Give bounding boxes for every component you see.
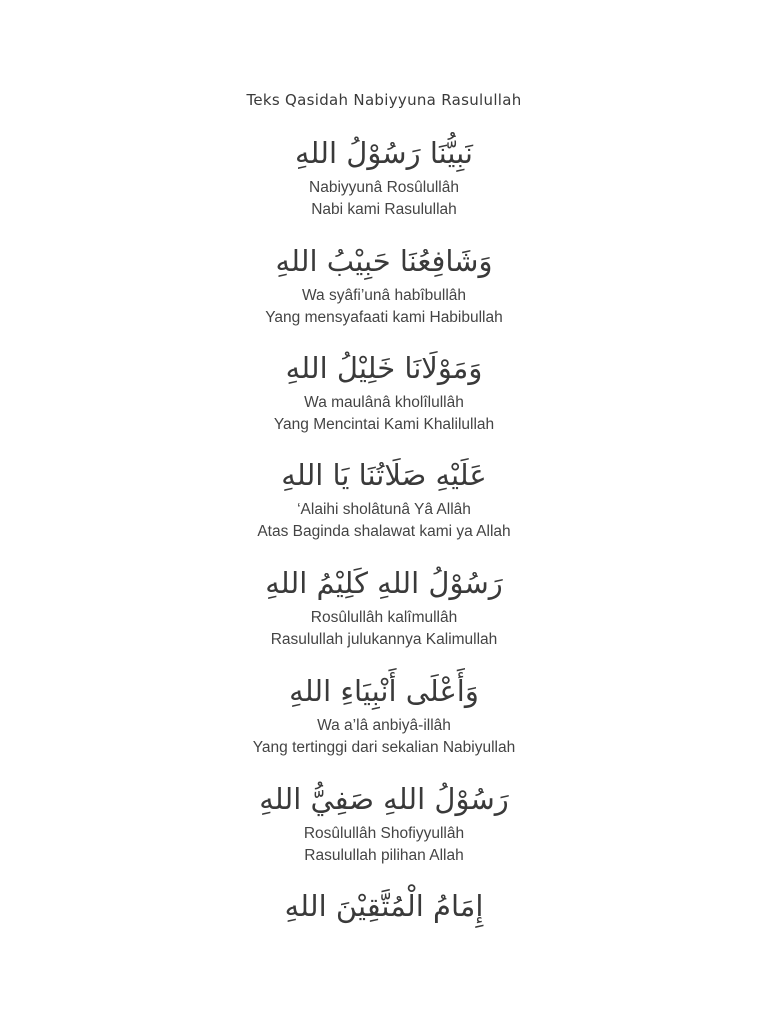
translation: Atas Baginda shalawat kami ya Allah — [257, 523, 511, 540]
transliteration: Wa maulânâ kholîlullâh — [304, 394, 464, 411]
transliteration: Rosûlullâh kalîmullâh — [310, 609, 458, 626]
stanza-7 — [0, 779, 768, 867]
translation: Nabi kami Rasulullah — [311, 201, 457, 218]
translation: Yang Mencintai Kami Khalilullah — [273, 416, 495, 433]
arabic-verse: رَسُوْلُ اللهِ كَلِيْمُ اللهِ — [265, 566, 503, 600]
arabic-verse: عَلَيْهِ صَلَاتُنَا يَا اللهِ — [281, 458, 487, 492]
document-title: Teks Qasidah Nabiyyuna Rasulullah — [246, 91, 522, 109]
arabic-verse: إِمَامُ الْمُتَّقِيْنَ اللهِ — [284, 889, 484, 923]
arabic-verse: نَبِيُّنَا رَسُوْلُ اللهِ — [295, 136, 473, 170]
stanza-6 — [0, 671, 768, 759]
stanza-4 — [0, 455, 768, 543]
translation: Yang tertinggi dari sekalian Nabiyullah — [252, 739, 516, 756]
translation: Rasulullah pilihan Allah — [304, 847, 464, 864]
transliteration: Nabiyyunâ Rosûlullâh — [309, 179, 459, 196]
arabic-verse: رَسُوْلُ اللهِ صَفِيُّ اللهِ — [259, 782, 509, 816]
transliteration: Wa syâfi’unâ habîbullâh — [302, 287, 466, 304]
translation: Yang mensyafaati kami Habibullah — [265, 309, 503, 326]
transliteration: Rosûlullâh Shofiyyullâh — [303, 825, 465, 842]
stanza-3 — [0, 348, 768, 436]
translation: Rasulullah julukannya Kalimullah — [270, 631, 498, 648]
transliteration: ‘Alaihi sholâtunâ Yâ Allâh — [297, 501, 471, 518]
stanza-8 — [0, 886, 768, 926]
arabic-verse: وَمَوْلَانَا خَلِيْلُ اللهِ — [285, 351, 483, 385]
stanza-2 — [0, 241, 768, 329]
arabic-verse: وَشَافِعُنَا حَبِيْبُ اللهِ — [275, 244, 493, 278]
stanza-5 — [0, 563, 768, 651]
transliteration: Wa a’lâ anbiyâ-illâh — [317, 717, 451, 734]
stanza-1 — [0, 133, 768, 221]
arabic-verse: وَأَعْلَى أَنْبِيَاءِ اللهِ — [289, 674, 479, 708]
